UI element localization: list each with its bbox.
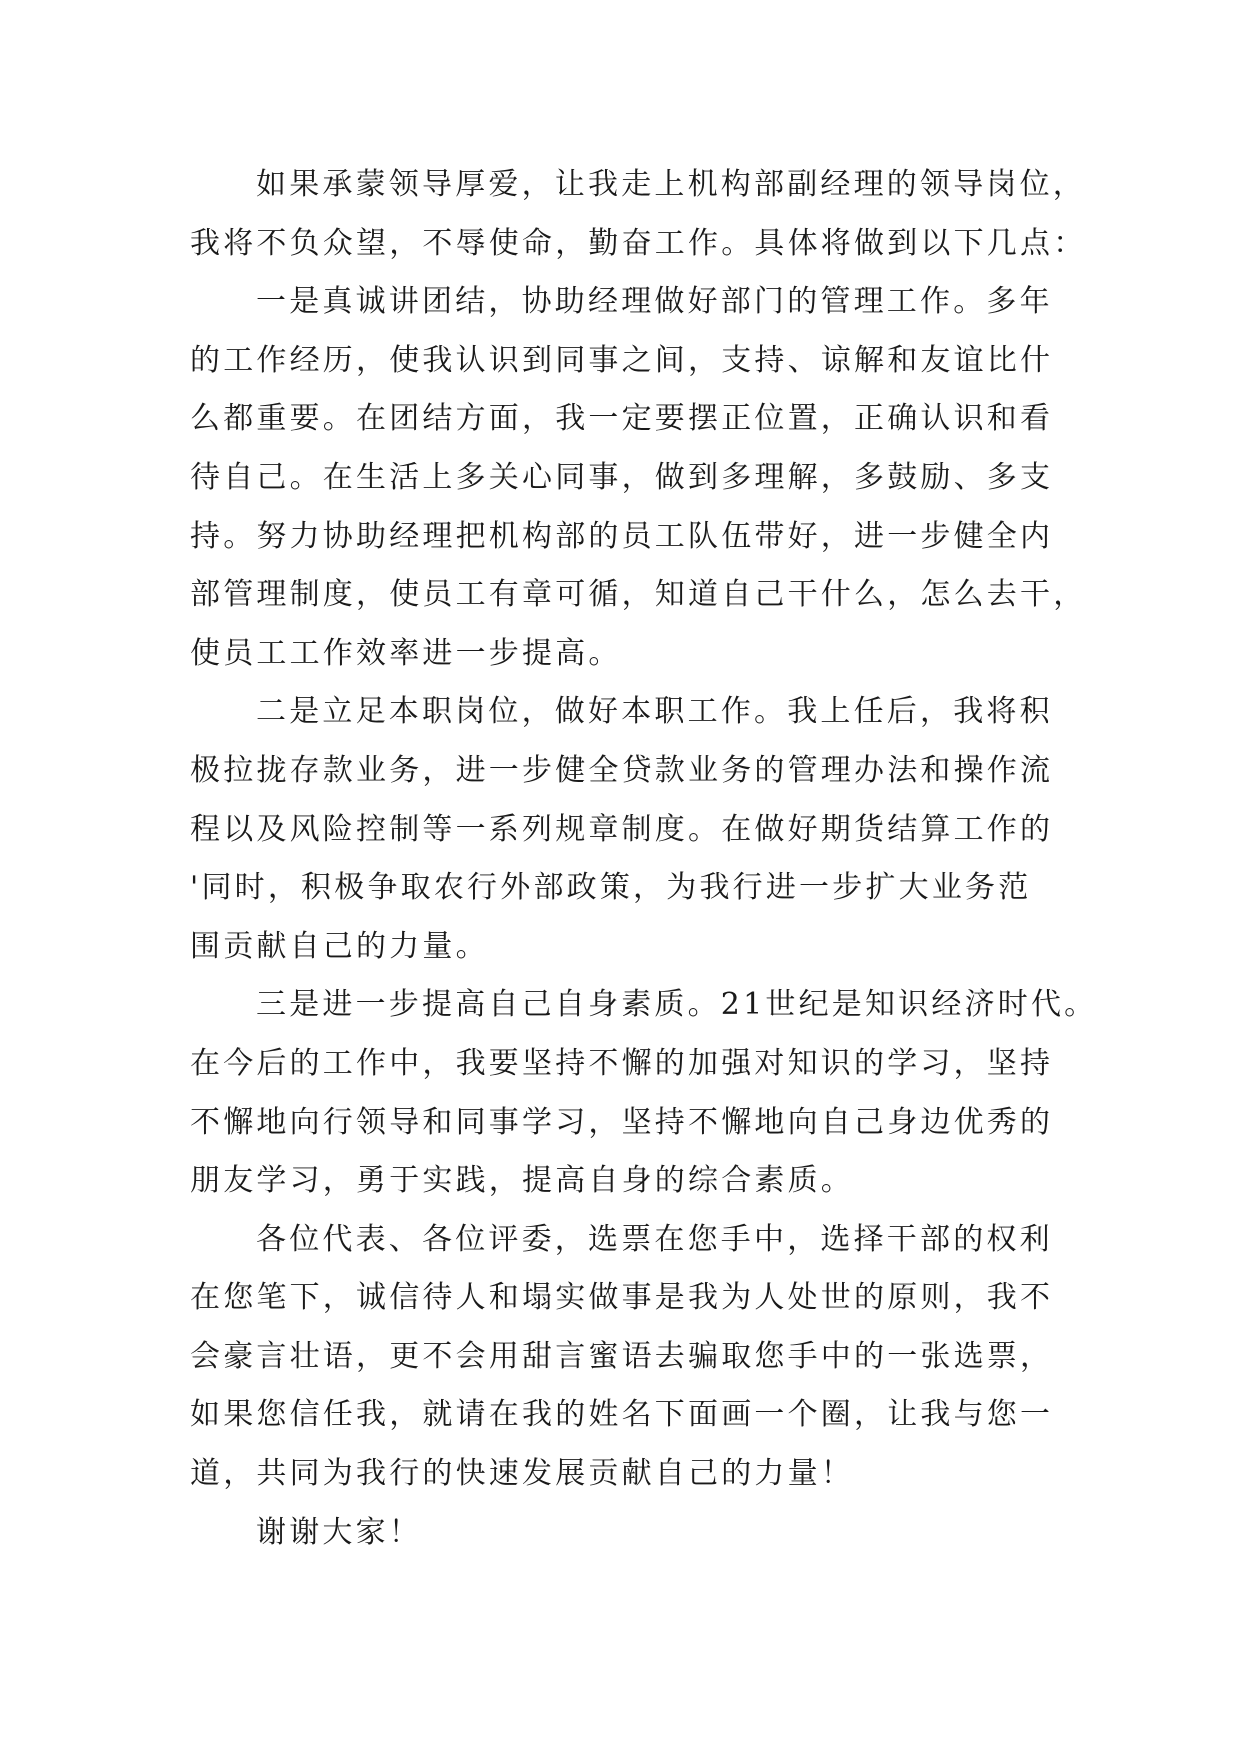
paragraph-start-line: 三是进一步提高自己自身素质。21世纪是知识经济时代。 — [256, 987, 1098, 1023]
closing-line: 谢谢大家！ — [256, 1514, 422, 1550]
text-line: 在您笔下，诚信待人和塌实做事是我为人处世的原则，我不 — [190, 1280, 1054, 1316]
document-body — [190, 156, 1098, 1562]
text-line: 么都重要。在团结方面，我一定要摆正位置，正确认识和看 — [190, 401, 1054, 437]
text-line: 在今后的工作中，我要坚持不懈的加强对知识的学习，坚持 — [190, 1045, 1054, 1081]
text-line: 我将不负众望，不辱使命，勤奋工作。具体将做到以下几点： — [190, 225, 1087, 261]
text-line: 会豪言壮语，更不会用甜言蜜语去骗取您手中的一张选票， — [190, 1338, 1054, 1374]
text-line: 使员工工作效率进一步提高。 — [190, 635, 622, 671]
text-line: '同时，积极争取农行外部政策，为我行进一步扩大业务范 — [190, 870, 1032, 906]
paragraph-start-line: 二是立足本职岗位，做好本职工作。我上任后，我将积 — [256, 694, 1053, 730]
text-line: 的工作经历，使我认识到同事之间，支持、谅解和友谊比什 — [190, 342, 1054, 378]
text-line: 围贡献自己的力量。 — [190, 928, 489, 964]
text-line: 极拉拢存款业务，进一步健全贷款业务的管理办法和操作流 — [190, 752, 1054, 788]
text-line: 朋友学习，勇于实践，提高自身的综合素质。 — [190, 1163, 854, 1199]
text-line: 待自己。在生活上多关心同事，做到多理解，多鼓励、多支 — [190, 459, 1054, 495]
paragraph-start-line: 各位代表、各位评委，选票在您手中，选择干部的权利 — [256, 1221, 1053, 1257]
text-line: 不懈地向行领导和同事学习，坚持不懈地向自己身边优秀的 — [190, 1104, 1054, 1140]
text-line: 部管理制度，使员工有章可循，知道自己干什么，怎么去干， — [190, 577, 1087, 613]
text-line: 如果您信任我，就请在我的姓名下面画一个圈，让我与您一 — [190, 1397, 1054, 1433]
text-line: 道，共同为我行的快速发展贡献自己的力量！ — [190, 1456, 854, 1492]
text-line: 如果承蒙领导厚爱，让我走上机构部副经理的领导岗位， — [256, 167, 1086, 202]
text-line: 程以及风险控制等一系列规章制度。在做好期货结算工作的 — [190, 811, 1054, 847]
text-line: 持。努力协助经理把机构部的员工队伍带好，进一步健全内 — [190, 518, 1054, 554]
paragraph-start-line: 一是真诚讲团结，协助经理做好部门的管理工作。多年 — [256, 284, 1053, 320]
